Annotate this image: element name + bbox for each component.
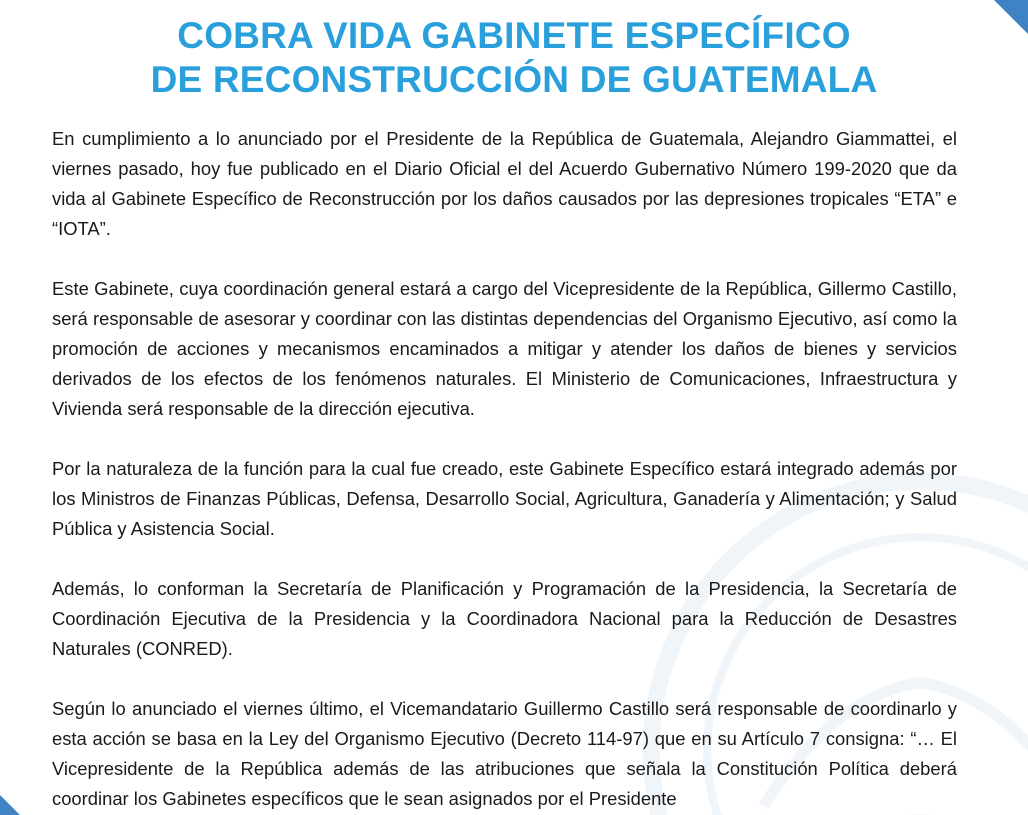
- paragraph: Según lo anunciado el viernes último, el Vicemandatario Guillermo Castillo será responsable de coordinarlo y esta acción se basa en la Ley del Organismo Ejecutivo (Decreto 114-97) que en su Artículo 7 consigna: “… El Vicepresidente de la República además de las atribuciones que señala la Constitución Política deberá coordinar los Gabinetes específicos que le sean asignados por el Presidente: [52, 698, 957, 809]
- paragraph: Este Gabinete, cuya coordinación general estará a cargo del Vicepresidente de la República, Gillermo Castillo, será responsable de asesorar y coordinar con las distintas dependencias del Organismo Ejecutivo, así como la promoción de acciones y mecanismos encaminados a mitigar y atender los daños de bienes y servicios derivados de los efectos de los fenómenos naturales. El Ministerio de Comunicaciones, Infraestructura y Vivienda será responsable de la dirección ejecutiva.: [52, 278, 957, 419]
- paragraph: En cumplimiento a lo anunciado por el Presidente de la República de Guatemala, Alejandro Giammattei, el viernes pasado, hoy fue publicado en el Diario Oficial el del Acuerdo Gubernativo Número 199-2020 que da vida al Gabinete Específico de Reconstrucción por los daños causados por las depresiones tropicales “ETA” e “IOTA”.: [52, 128, 957, 239]
- article-body: [52, 124, 957, 815]
- page-title: [0, 14, 1028, 102]
- paragraph: Por la naturaleza de la función para la cual fue creado, este Gabinete Específico estará integrado además por los Ministros de Finanzas Públicas, Defensa, Desarrollo Social, Agricultura, Ganadería y Alimentación; y Salud Pública y Asistencia Social.: [52, 458, 957, 539]
- paragraph: Además, lo conforman la Secretaría de Planificación y Programación de la Presidencia, la Secretaría de Coordinación Ejecutiva de la Presidencia y la Coordinadora Nacional para la Reducción de Desastres Naturales (CONRED).: [52, 578, 957, 659]
- title-line-2: DE RECONSTRUCCIÓN DE GUATEMALA: [150, 59, 878, 100]
- title-line-1: COBRA VIDA GABINETE ESPECÍFICO: [177, 15, 851, 56]
- corner-decoration-bottom-left: [0, 795, 20, 815]
